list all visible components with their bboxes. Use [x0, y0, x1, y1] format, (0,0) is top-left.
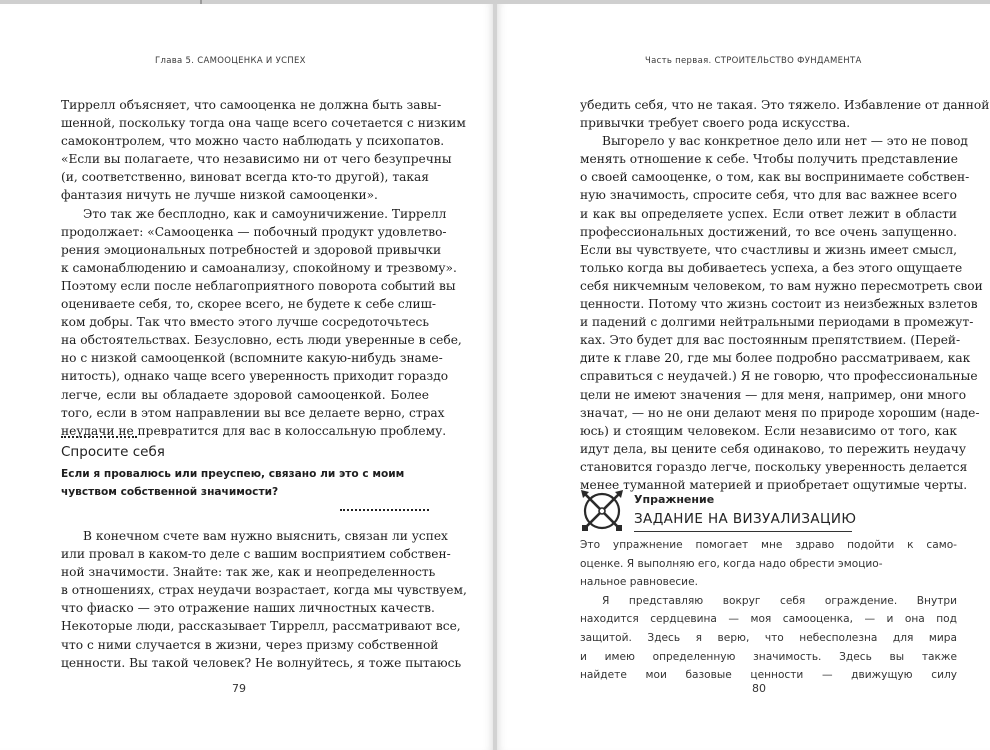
text-line: Поэтому если после неблагоприятного поворота событий вы [61, 278, 456, 293]
text-line: и падений с долгими нейтральными периодами в промежут- [580, 315, 974, 330]
text-line: только когда вы добиваетесь успеха, а без этого ощущаете [580, 260, 963, 275]
text-line: нитость), однако чаще всего уверенность приходит гораздо [61, 369, 449, 384]
text-line: ценности. Вы такой человек? Не волнуйтесь, я тоже пытаюсь [61, 655, 462, 670]
left-page-number: 79 [232, 682, 246, 695]
text-line: что с ними случается в жизни, через призму собственной [61, 637, 439, 652]
text-line: профессиональных достижений, то все очень запущенно. [580, 224, 957, 239]
text-line: оцениваете себя, то, скорее всего, не будете к себе слиш- [61, 297, 437, 312]
right-page-number: 80 [752, 682, 766, 695]
text-line: нальное равновесие. [580, 576, 698, 589]
text-line: ную значимость, спросите себя, что для вас важнее всего [580, 188, 957, 203]
text-line: фантазия ничуть не лучше низкой самооценки». [61, 188, 378, 203]
text-line: В конечном счете вам нужно выяснить, связан ли успех [83, 529, 448, 543]
text-line: Если вы чувствуете, что счастливы и жизнь имеет смысл, [580, 242, 957, 257]
text-line: Это так же бесплодно, как и самоуничижение. Тиррелл [83, 206, 447, 221]
text-line: убедить себя, что не такая. Это тяжело. Избавление от данной [580, 98, 990, 112]
text-line: менять отношение к себе. Чтобы получить представление [580, 152, 958, 167]
text-line: но с низкой самооценкой (вспомните какую-нибудь знаме- [61, 351, 443, 366]
text-line: «Если вы полагаете, что независимо ни от чего безупречны [61, 152, 452, 167]
text-line: о своей самооценке, о том, как вы воспринимаете собствен- [580, 170, 970, 185]
text-line: и имею определенную значимость. Здесь вы также [580, 650, 957, 663]
text-line: значат, — но не они делают меня по природе хорошим (наде- [580, 405, 980, 420]
text-line: шенной, поскольку тогда она чаще всего сочетается с низким [61, 116, 466, 131]
ask-top-dots [61, 436, 137, 438]
left-body-block-2 [61, 527, 467, 672]
text-line: становится гораздо легче, поскольку уверенность делается [580, 459, 968, 474]
exercise-text [580, 536, 957, 685]
text-line: справиться с неудачей.) Я не говорю, что профессиональные [580, 369, 978, 384]
text-line: (и, соответственно, виноват всегда кто-то другой), такая [61, 170, 429, 185]
ask-yourself-title: Спросите себя [61, 444, 165, 460]
exercise-title: ЗАДАНИЕ НА ВИЗУАЛИЗАЦИЮ [634, 511, 857, 527]
text-line: рения эмоциональных потребностей и здоровой привычки [61, 242, 442, 257]
text-line: и как вы определяете успех. Если ответ лежит в области [580, 206, 957, 221]
left-body-block-1 [61, 96, 466, 440]
text-line: продолжает: «Самооценка — побочный продукт удовлетво- [61, 224, 447, 239]
text-line: дите к главе 20, где мы более подробно рассматриваем, как [580, 351, 971, 366]
text-line: что фиаско — это отражение наших личностных качеств. [61, 601, 435, 616]
text-line: неудачи не превратится для вас в колоссальную проблему. [61, 423, 447, 438]
text-line: менее туманной материей и приобретает ощутимые черты. [580, 477, 968, 492]
text-line: привычки требует своего рода искусства. [580, 116, 851, 131]
text-line: на обстоятельствах. Безусловно, есть люди уверенные в себе, [61, 333, 462, 348]
ask-bottom-dots [340, 509, 429, 511]
text-line: найдете мои базовые ценности — движущую силу [580, 669, 957, 682]
text-line: Это упражнение помогает мне здраво подойти к само- [580, 539, 957, 551]
text-line: защитой. Здесь я верю, что небесполезна для мира [580, 631, 957, 644]
text-line: находится сердцевина — моя самооценка, — и она под [580, 613, 957, 626]
text-line: того, если в этом направлении вы все делаете верно, страх [61, 405, 445, 420]
text-line: идут дела, вы цените себя одинаково, то пережить неудачу [580, 441, 967, 456]
exercise-title-rule [634, 531, 852, 532]
text-line: Выгорело у вас конкретное дело или нет — это не повод [602, 134, 968, 149]
text-line: ценности. Потому что жизнь состоит из неизбежных взлетов [580, 297, 978, 312]
text-line: Я представляю вокруг себя ограждение. Внутри [602, 594, 957, 607]
text-line: легче, если вы обладаете здоровой самооценкой. Более [61, 387, 429, 402]
text-line: Тиррелл объясняет, что самооценка не должна быть завы- [61, 98, 442, 112]
right-page [497, 4, 990, 750]
text-line: себя никчемным человеком, то вам нужно пересмотреть свои [580, 278, 983, 293]
text-line: Некоторые люди, рассказывает Тиррелл, рассматривают все, [61, 619, 461, 634]
text-line: в отношениях, страх неудачи возрастает, когда мы чувствуем, [61, 583, 467, 598]
text-line: ной значимости. Знайте: так же, как и неопределенность [61, 565, 436, 580]
right-running-head: Часть первая. СТРОИТЕЛЬСТВО ФУНДАМЕНТА [645, 56, 862, 66]
left-running-head: Глава 5. САМООЦЕНКА И УСПЕХ [155, 56, 306, 66]
text-line: юсь) и стоящим человеком. Если независимо от того, как [580, 423, 957, 438]
text-line: ках. Это будет для вас постоянным препятствием. (Перей- [580, 333, 961, 348]
crossed-tools-icon [580, 489, 624, 533]
exercise-label: Упражнение [634, 493, 715, 506]
text-line: оценке. Я выполняю его, когда надо обрести эмоцио- [580, 557, 883, 570]
text-line: самоконтролем, что можно часто наблюдать у психопатов. [61, 134, 445, 149]
text-line: к самонаблюдению и самоанализу, спокойному и трезвому». [61, 260, 457, 275]
ask-yourself-question: Если я провалюсь или преуспею, связано ли это с моим чувством собственной значимости? [61, 468, 405, 498]
text-line: ком добры. Так что вместо этого лучше сосредоточьтесь [61, 315, 429, 330]
right-body-block [580, 96, 990, 494]
left-page [0, 4, 493, 750]
text-line: цели не имеют значения — для меня, например, они много [580, 387, 967, 402]
text-line: или провал в каком-то деле с вашим восприятием собствен- [61, 547, 451, 562]
